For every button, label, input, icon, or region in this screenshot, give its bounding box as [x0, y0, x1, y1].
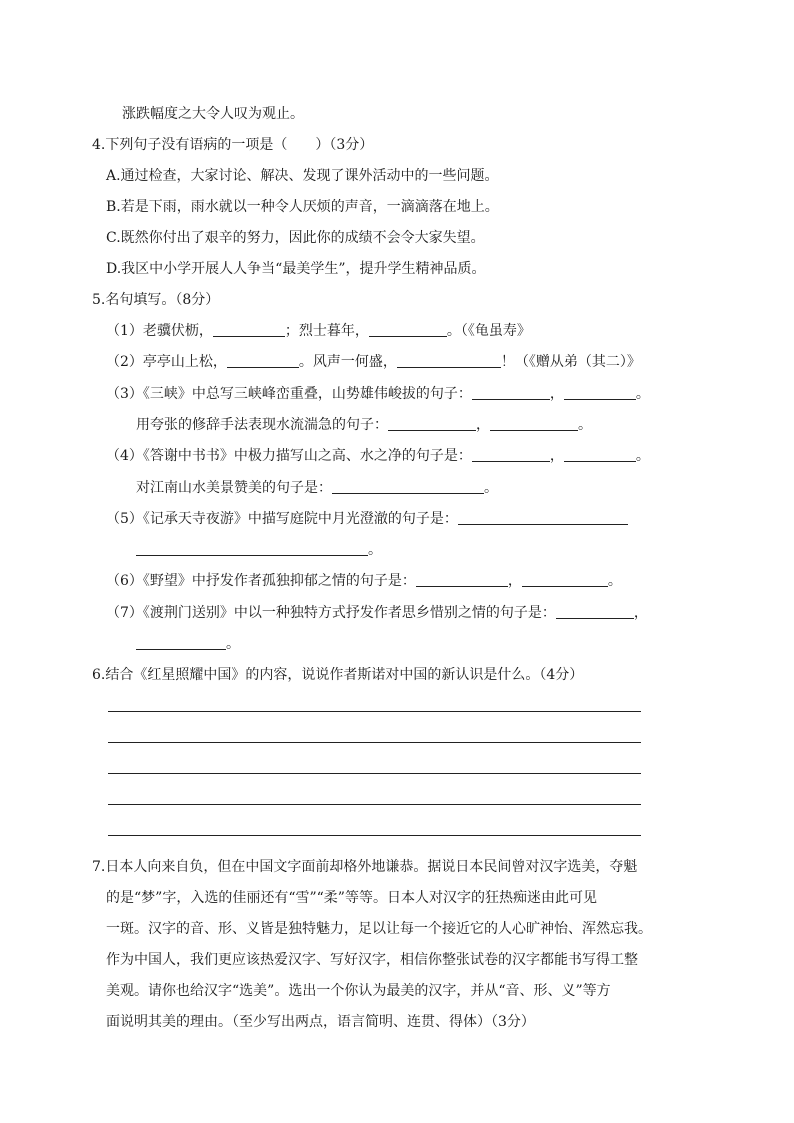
fill-blank[interactable]	[472, 446, 550, 462]
q7-line-6: 面说明其美的理由。（至少写出两点，语言简明、连贯、得体）（3分）	[106, 1014, 535, 1030]
fill-blank[interactable]	[397, 352, 501, 368]
fill-blank[interactable]	[522, 571, 608, 587]
q5-item-3-text-f: 。	[578, 417, 592, 433]
q7-line-1: 7.日本人向来自负，但在中国文字面前却格外地谦恭。据说日本民间曾对汉字选美，夺魁	[92, 859, 638, 875]
fill-blank[interactable]	[136, 540, 368, 556]
q5-item-1	[106, 321, 531, 341]
q7-line-3: 一斑。汉字的音、形、义皆是独特魅力，足以让每一个接近它的人心旷神怡、浑然忘我。	[106, 921, 652, 937]
answer-line[interactable]	[108, 835, 641, 836]
q4-option-b[interactable]: B.若是下雨，雨水就以一种令人厌烦的声音，一滴滴落在地上。	[106, 199, 499, 215]
fill-blank[interactable]	[490, 415, 578, 431]
fill-blank[interactable]	[564, 446, 636, 462]
fill-blank[interactable]	[416, 571, 508, 587]
fill-blank[interactable]	[458, 509, 628, 525]
q5-item-7-text-a: （7）《渡荆门送别》中以一种独特方式抒发作者思乡惜别之情的句子是：	[106, 605, 556, 621]
fill-blank[interactable]	[136, 634, 226, 650]
q5-item-3-text-a: （3）《三峡》中总写三峡峰峦重叠，山势雄伟峻拔的句子：	[106, 386, 472, 402]
q5-item-5	[106, 509, 628, 529]
q5-item-3	[106, 384, 650, 404]
q5-item-6-text-c: 。	[607, 573, 622, 589]
answer-line[interactable]	[108, 773, 641, 774]
q5-item-2	[106, 352, 641, 372]
fill-blank[interactable]	[369, 321, 447, 337]
q5-item-6	[106, 571, 622, 591]
q5-item-3-line-2	[136, 415, 592, 435]
q7-line-2: 的是“梦”字，入选的佳丽还有“雪”“柔”等等。日本人对汉字的狂热痴迷由此可见	[106, 890, 597, 906]
q5-item-2-text-a: （2）亭亭山上松，	[106, 354, 227, 370]
q5-item-1-text-b: ；烈士暮年，	[284, 323, 369, 339]
fill-blank[interactable]	[332, 478, 484, 494]
fill-blank[interactable]	[564, 384, 636, 400]
q6-stem: 6.结合《红星照耀中国》的内容，说说作者斯诺对中国的新认识是什么。（4分）	[92, 667, 584, 683]
q5-item-4-text-d: 对江南山水美景赞美的句子是：	[136, 480, 332, 496]
q7-line-5: 美观。请你也给汉字“选美”。选出一个你认为最美的汉字，并从“音、形、义”等方	[106, 983, 611, 999]
q5-item-4-line-2	[136, 478, 498, 498]
fill-blank[interactable]	[213, 321, 285, 337]
fill-blank[interactable]	[472, 384, 550, 400]
q5-item-5-text-a: （5）《记承天寺夜游》中描写庭院中月光澄澈的句子是：	[106, 511, 458, 527]
q4-stem: 4.下列句子没有语病的一项是（ ）（3分）	[92, 137, 374, 153]
q5-item-1-text-c: 。（《龟虽寿》	[446, 323, 531, 339]
q5-item-7-text-b: ，	[633, 605, 648, 621]
q5-stem: 5.名句填写。（8分）	[92, 292, 220, 308]
q4-option-a[interactable]: A.通过检查，大家讨论、解决、发现了课外活动中的一些问题。	[106, 168, 499, 184]
q5-item-6-text-a: （6）《野望》中抒发作者孤独抑郁之情的句子是：	[106, 573, 416, 589]
q5-item-4	[106, 446, 650, 466]
q5-item-1-text-a: （1）老骥伏枥，	[106, 323, 213, 339]
answer-line[interactable]	[108, 804, 641, 805]
q5-item-5-line-2	[136, 540, 382, 560]
q5-item-3-text-d: 用夸张的修辞手法表现水流湍急的句子：	[136, 417, 388, 433]
fill-blank[interactable]	[556, 603, 634, 619]
q4-option-d[interactable]: D.我区中小学开展人人争当“最美学生”，提升学生精神品质。	[106, 261, 486, 277]
q5-item-3-text-e: ，	[476, 417, 490, 433]
answer-line[interactable]	[108, 711, 641, 712]
q5-item-7-line-2	[136, 634, 240, 654]
q3-tail-text: 涨跌幅度之大令人叹为观止。	[122, 106, 304, 122]
q7-line-4: 作为中国人，我们更应该热爱汉字、写好汉字，相信你整张试卷的汉字都能书写得工整	[106, 952, 638, 968]
q5-item-7	[106, 603, 648, 623]
q5-item-2-text-b: 。风声一何盛，	[298, 354, 397, 370]
q4-option-c[interactable]: C.既然你付出了艰辛的努力，因此你的成绩不会令大家失望。	[106, 230, 485, 246]
fill-blank[interactable]	[388, 415, 476, 431]
q5-item-5-text-b: 。	[368, 542, 382, 558]
q5-item-3-text-b: ，	[549, 386, 564, 402]
answer-line[interactable]	[108, 742, 641, 743]
q5-item-6-text-b: ，	[507, 573, 522, 589]
q5-item-3-text-c: 。	[635, 386, 650, 402]
q5-item-4-text-a: （4）《答谢中书书》中极力描写山之高、水之净的句子是：	[106, 448, 472, 464]
q5-item-4-text-e: 。	[484, 480, 498, 496]
q5-item-4-text-b: ，	[549, 448, 564, 464]
fill-blank[interactable]	[227, 352, 299, 368]
q5-item-2-text-c: ！（《赠从弟（其二）》	[500, 354, 641, 370]
q5-item-7-text-c: 。	[226, 636, 240, 652]
q5-item-4-text-c: 。	[635, 448, 650, 464]
